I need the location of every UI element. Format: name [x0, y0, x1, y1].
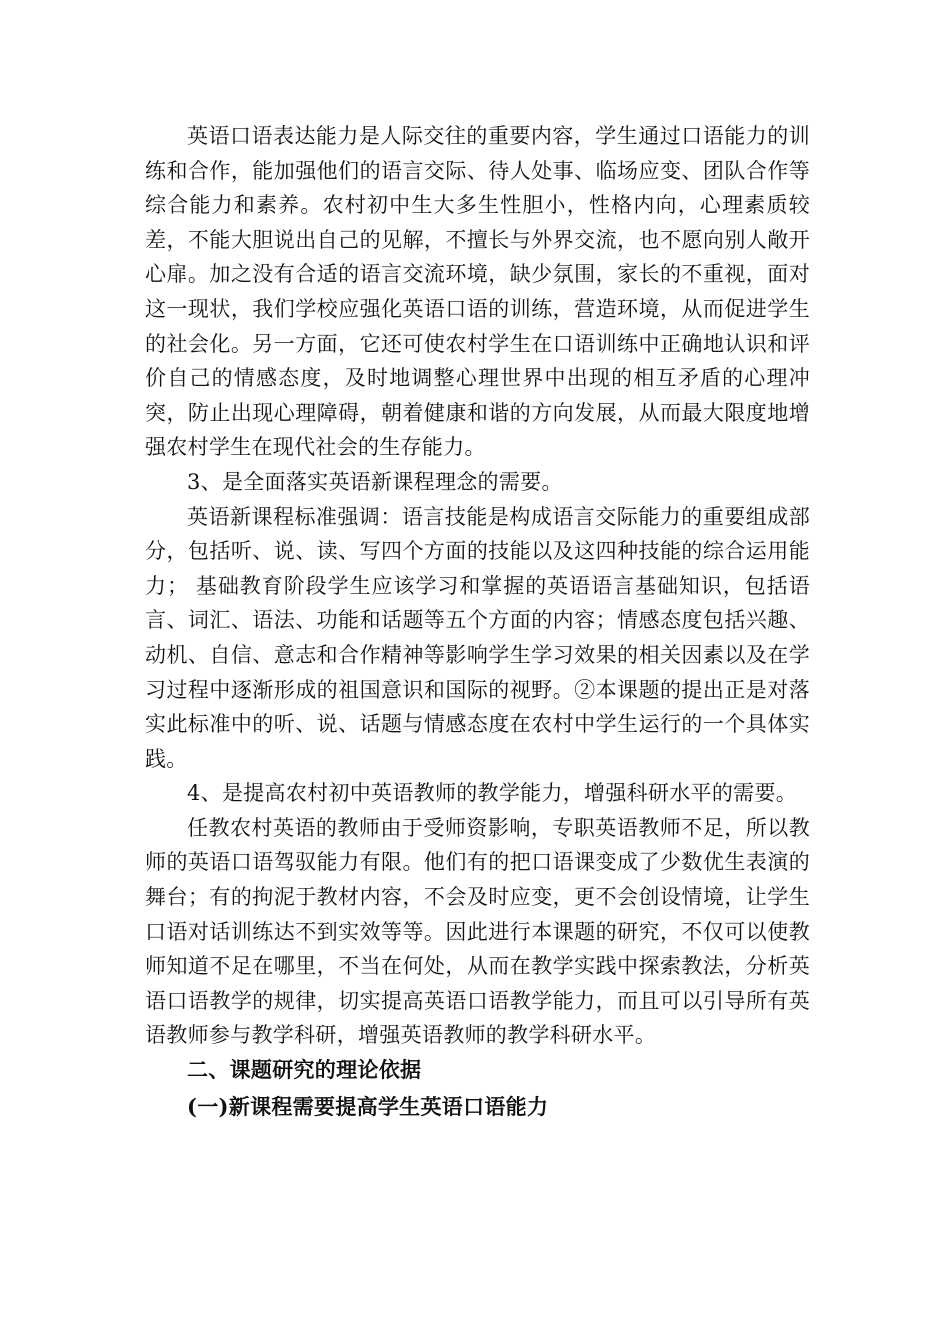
subsection-heading: (一)新课程需要提高学生英语口语能力 — [187, 1093, 549, 1119]
document-body — [145, 119, 810, 1124]
paragraph-point-3: 3、是全面落实英语新课程理念的需要。 — [187, 469, 563, 494]
paragraph-curriculum-standard: 英语新课程标准强调：语言技能是构成语言交际能力的重要组成部分，包括听、说、读、写四个方面的技能以及这四种技能的综合运用能力； 基础教育阶段学生应该学习和掌握的英语语言基础知识，包括语言、词汇、语法、功能和话题等五个方面的内容；情感态度包括兴趣、动机、自信、意志和合作精神等影响学生学习效果的相关因素以及在学习过程中逐渐形成的祖国意识和国际的视野。②本课题的提出正是对落实此标准中的听、说、话题与情感态度在农村中学生运行的一个具体实践。 — [145, 504, 810, 771]
paragraph-point-4: 4、是提高农村初中英语教师的教学能力，增强科研水平的需要。 — [187, 781, 798, 806]
paragraph-oral-english-importance: 英语口语表达能力是人际交往的重要内容，学生通过口语能力的训练和合作，能加强他们的语言交际、待人处事、临场应变、团队合作等综合能力和素养。农村初中生大多生性胆小，性格内向，心理素质较差，不能大胆说出自己的见解，不擅长与外界交流，也不愿向别人敞开心扉。加之没有合适的语言交流环境，缺少氛围，家长的不重视，面对这一现状，我们学校应强化英语口语的训练，营造环境，从而促进学生的社会化。另一方面，它还可使农村学生在口语训练中正确地认识和评价自己的情感态度，及时地调整心理世界中出现的相互矛盾的心理冲突，防止出现心理障碍，朝着健康和谐的方向发展，从而最大限度地增强农村学生在现代社会的生存能力。 — [145, 124, 810, 460]
section-heading: 二、课题研究的理论依据 — [187, 1057, 422, 1083]
paragraph-teacher-ability: 任教农村英语的教师由于受师资影响，专职英语教师不足，所以教师的英语口语驾驭能力有限。他们有的把口语课变成了少数优生表演的舞台；有的拘泥于教材内容，不会及时应变，更不会创设情境，让学生口语对话训练达不到实效等等。因此进行本课题的研究，不仅可以使教师知道不足在哪里，不当在何处，从而在教学实践中探索教法，分析英语口语教学的规律，切实提高英语口语教学能力，而且可以引导所有英语教师参与教学科研，增强英语教师的教学科研水平。 — [145, 815, 810, 1048]
